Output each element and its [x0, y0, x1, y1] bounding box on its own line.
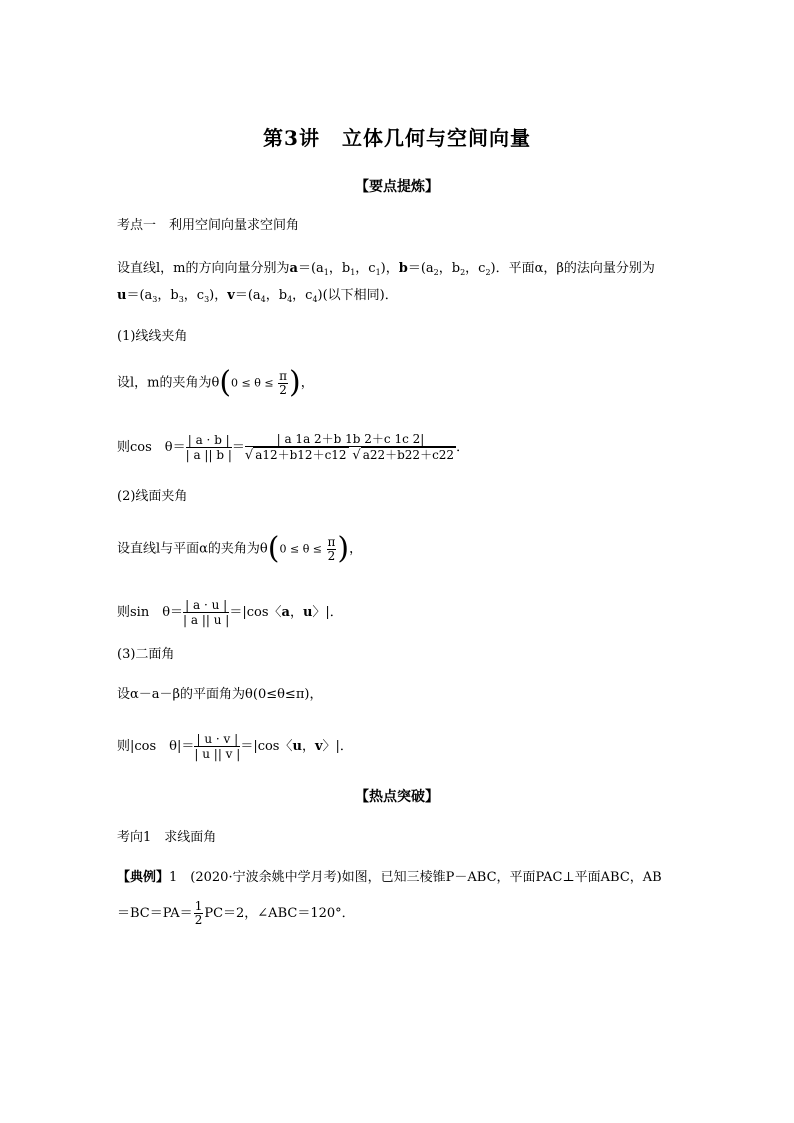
page-title — [0, 122, 794, 151]
line-angle-definition: 设l，m的夹角为θ(0 ≤ θ ≤ $\frac{\pi}{2}$ )， — [117, 365, 314, 400]
kaoxiang-heading: 考向1 求线面角 — [117, 830, 217, 845]
example-tag: 【典例】 — [117, 870, 170, 885]
section-hot-topics: 【热点突破】 — [355, 789, 439, 805]
intro-line-2: $u=(a_3$，$b_3$，$c_3$)，$v=(a_4$，$b_4$，$c_4$)(以下相同)． — [117, 288, 398, 304]
subheading-line-plane-angle: (2)线面夹角 — [117, 489, 188, 504]
subheading-dihedral: (3)二面角 — [117, 647, 175, 662]
cos-dihedral-formula: 则|cos θ|＝ $\frac{| u \cdot v |}{| u || v |}$ ＝|cos〈u，v〉|． — [117, 732, 353, 761]
example-line-1: 【典例】1 (2020·宁波余姚中学月考)如图，已知三棱锥P－ABC，平面PAC⊥平面ABC，AB — [117, 870, 662, 885]
title-topic: 立体几何与空间向量 — [341, 126, 531, 150]
example-line-2: ＝BC＝PA＝ $\frac{1}{2}$ PC＝2，∠ABC＝120°． — [117, 899, 355, 927]
intro-line-1: 设直线l，m的方向向量分别为$a=(a_1$，$b_1$，$c_1$)，$b=(a_2$，$b_2$，$c_2$)．平面α，β的法向量分别为 — [117, 261, 655, 277]
sin-line-formula: 则sin θ＝ $\frac{| a \cdot u |}{| a || u |}$ ＝|cos〈a，u〉|． — [117, 598, 343, 627]
title-lecture-number: 第3讲 — [263, 126, 320, 150]
dihedral-definition: 设α－a－β的平面角为θ(0≤θ≤π)， — [117, 687, 323, 702]
kaodian-heading: 考点一 利用空间向量求空间角 — [117, 218, 300, 233]
plane-angle-definition: 设直线l与平面α的夹角为θ(0 ≤ θ ≤ $\frac{\pi}{2}$ )， — [117, 531, 363, 566]
section-key-points: 【要点提炼】 — [355, 179, 439, 195]
subheading-line-line-angle: (1)线线夹角 — [117, 329, 188, 344]
cos-line-formula: 则cos θ＝ $\frac{| a \cdot b |}{| a || b |}$ ＝ $\frac{| a 1a 2+b 1b 2+c 1c 2|}{√ a12+b12+c12 √ a22+b22+c22}$ ． — [117, 432, 470, 463]
